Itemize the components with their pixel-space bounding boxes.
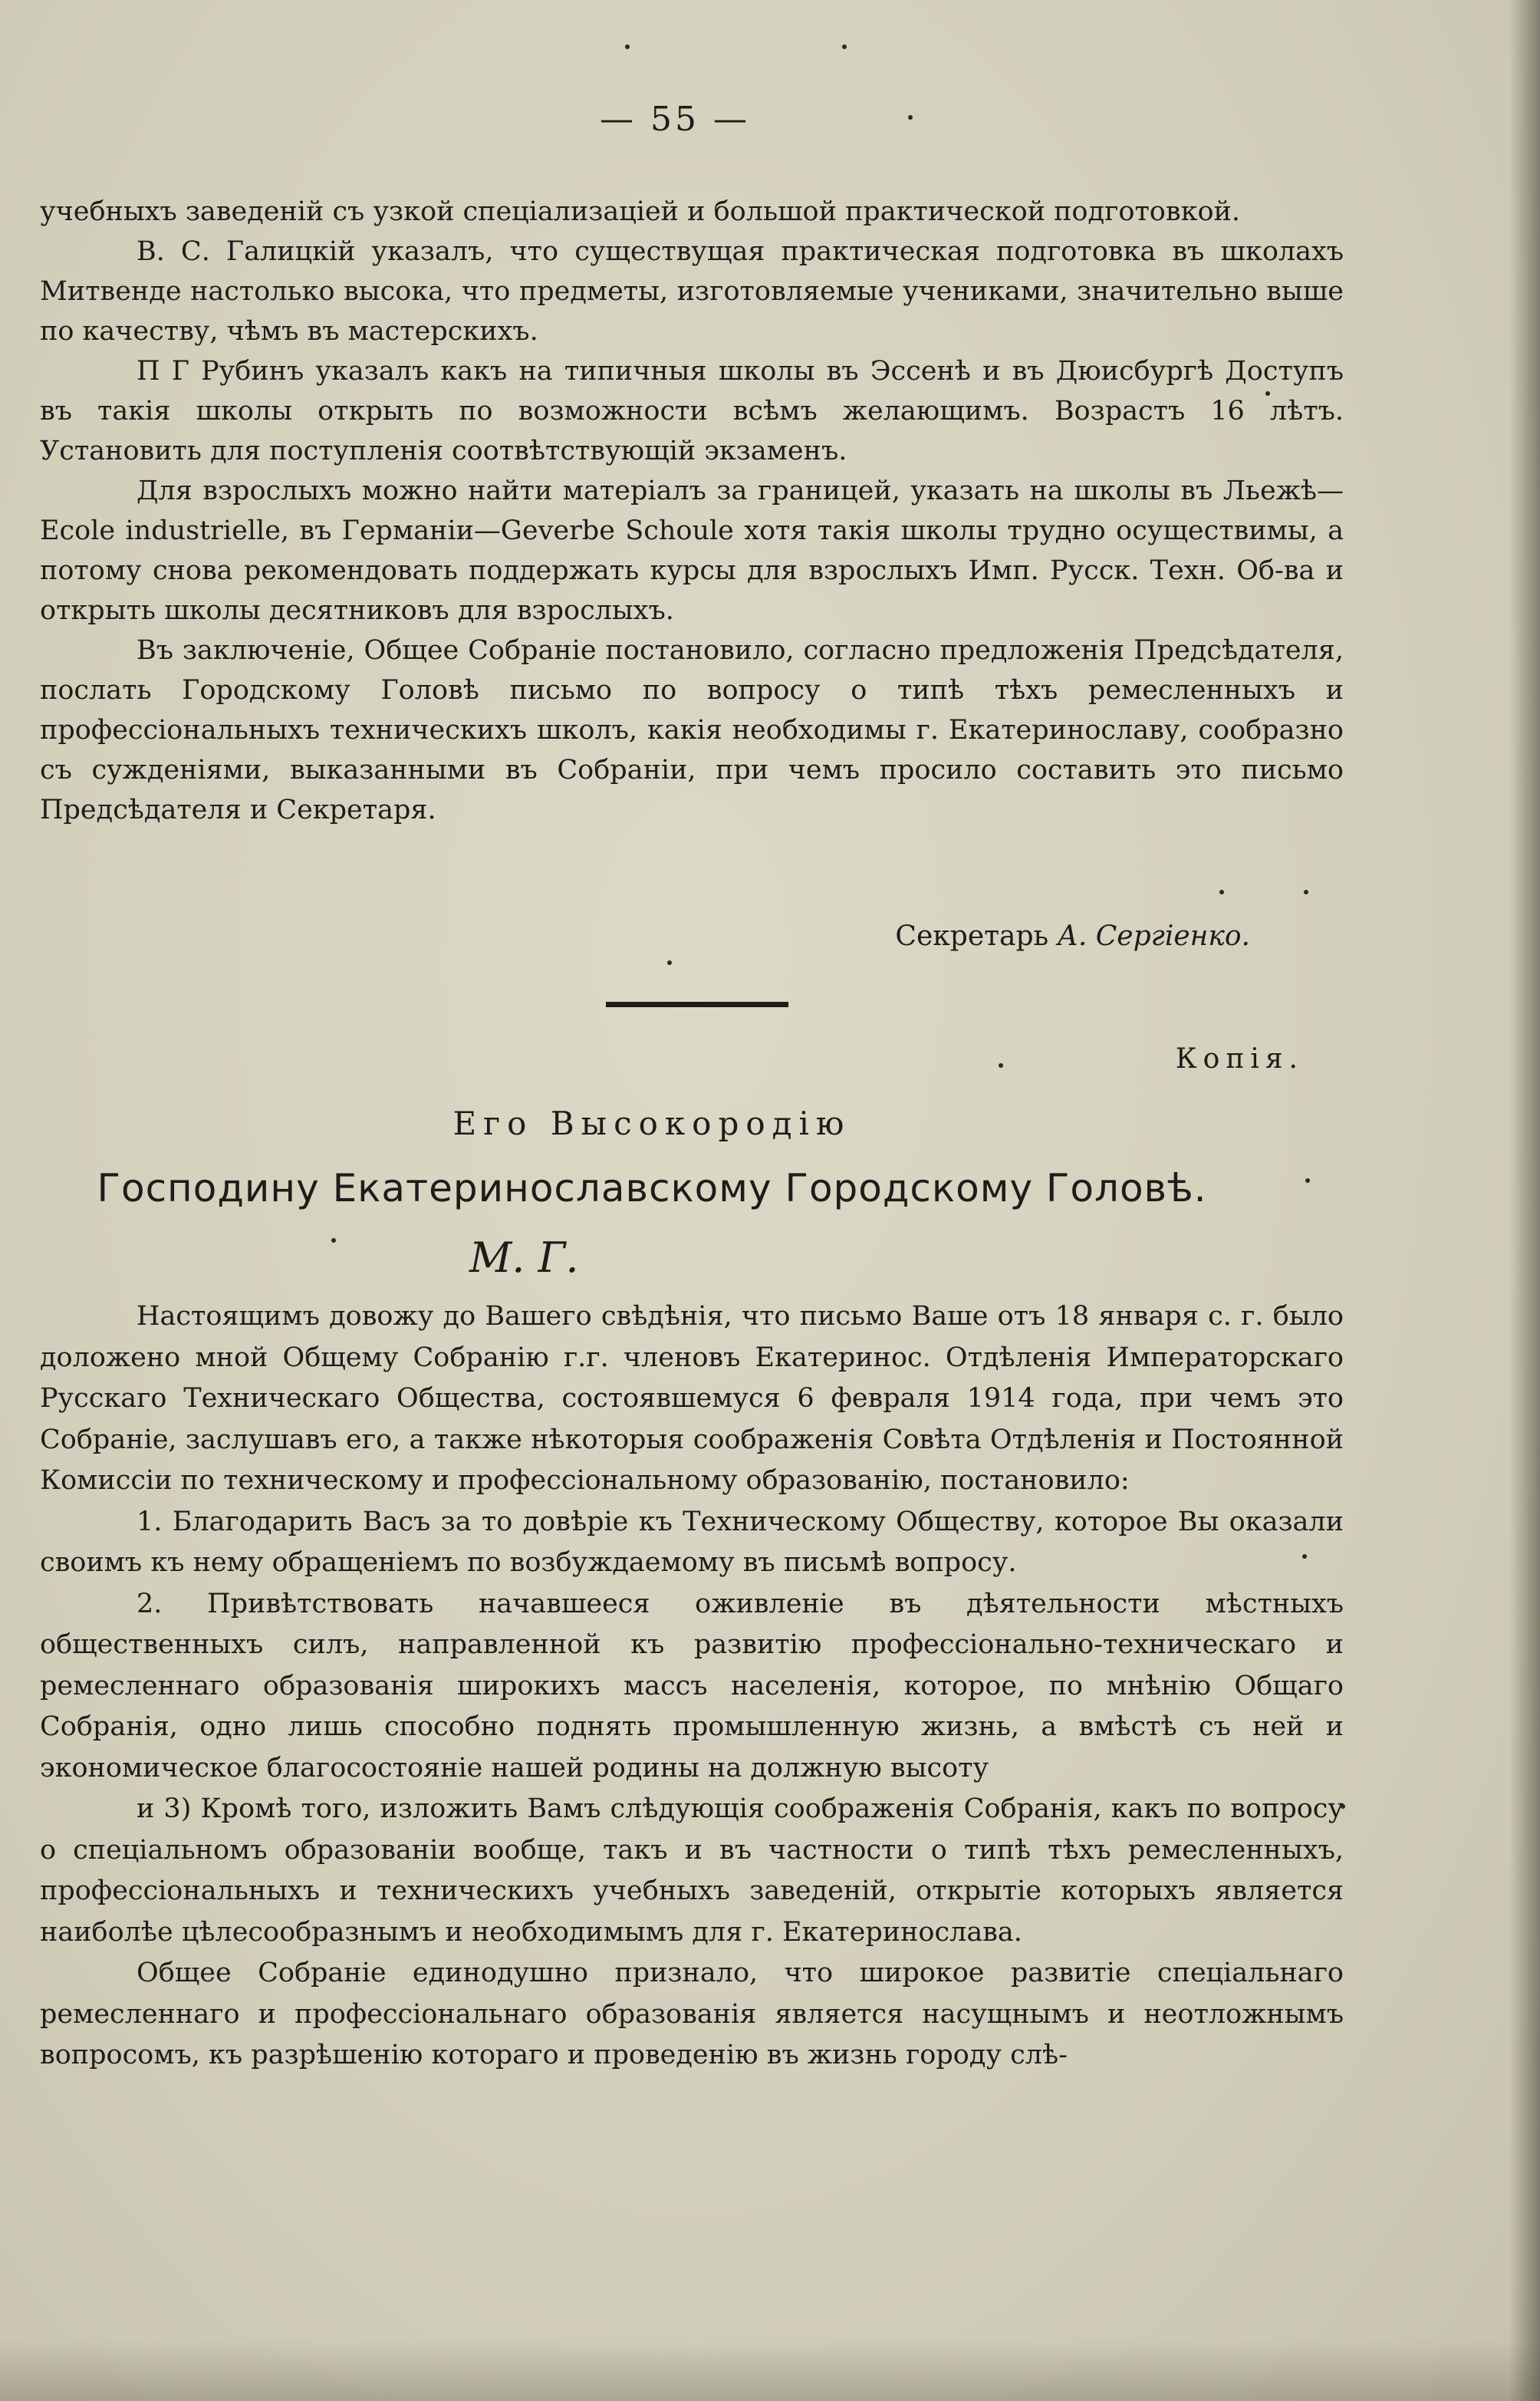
speck [625,44,630,49]
signature-name: А. Сергіенко. [1057,921,1250,952]
paragraph: В. С. Галицкій указалъ, что существущая практическая подготовка въ школахъ Митвенде настолько высока, что предметы, изготовляемые учениками, значительно выше по качеству, чѣмъ въ мастерскихъ. [40,236,1344,347]
speck [1305,1178,1310,1183]
speck [667,960,672,965]
signature-role: Секретарь [895,921,1049,952]
paragraph: П Г Рубинъ указалъ какъ на типичныя школы въ Эссенѣ и въ Дюисбургѣ Доступъ въ такія школы открыть по возможности всѣмъ желающимъ. Возрастъ 16 лѣтъ. Установить для поступленія соотвѣтствующій экзаменъ. [40,356,1344,466]
paragraph: учебныхъ заведеній съ узкой спеціализаціей и большой практической подготовкой. [40,196,1240,227]
paragraph: Общее Собраніе единодушно признало, что широкое развитіе спеціальнаго ремесленнаго и профессіональнаго образованія является насущнымъ и неотложнымъ вопросомъ, къ разрѣшенію котораго и проведенію въ жизнь городу слѣ- [40,1958,1344,2070]
letter-text [40,1296,1344,2077]
page-edge-shadow [1509,0,1540,2401]
paragraph: Для взрослыхъ можно найти матеріалъ за границей, указать на школы въ Льежѣ—Ecole industrielle, въ Германіи—Geverbe Schoule хотя такія школы трудно осуществимы, а потому снова рекомендовать поддержать курсы для взрослыхъ Имп. Русск. Техн. Об-ва и открыть школы десятниковъ для взрослыхъ. [40,476,1344,626]
page-bottom-shadow [0,2340,1540,2401]
speck [331,1238,336,1243]
copy-label: Копія. [1175,1043,1304,1075]
minutes-text [40,192,1344,830]
speck [1219,890,1224,894]
salutation: М. Г. [469,1233,579,1282]
address-honorific: Его Высокородію [452,1105,851,1142]
speck [842,44,847,49]
section-divider [606,1002,788,1007]
paragraph: Въ заключеніе, Общее Собраніе постановило, согласно предложенія Предсѣдателя, послать Городскому Головѣ письмо по вопросу о типѣ тѣхъ ремесленныхъ и профессіональныхъ техническихъ школъ, какія необходимы г. Екатеринославу, сообразно съ сужденіями, выказанными въ Собраніи, при чемъ просило составить это письмо Предсѣдателя и Секретаря. [40,635,1344,825]
paragraph: 1. Благодарить Васъ за то довѣріе къ Техническому Обществу, которое Вы оказали своимъ къ нему обращеніемъ по возбуждаемому въ письмѣ вопросу. [40,1506,1344,1578]
page-number: — 55 — [600,100,750,139]
speck [1304,890,1308,894]
paragraph: и 3) Кромѣ того, изложить Вамъ слѣдующія соображенія Собранія, какъ по вопросу о спеціальномъ образованіи вообще, такъ и въ частности о типѣ тѣхъ ремесленныхъ, профессіональныхъ и техническихъ учебныхъ заведеній, открытіе которыхъ является наиболѣе цѣлесообразнымъ и необходимымъ для г. Екатеринослава. [40,1793,1344,1948]
signature-line [0,921,1250,952]
paragraph: Настоящимъ довожу до Вашего свѣдѣнія, что письмо Ваше отъ 18 января с. г. было доложено мной Общему Собранію г.г. членовъ Екатеринос. Отдѣленія Императорскаго Русскаго Техническаго Общества, состоявшемуся 6 февраля 1914 года, при чемъ это Собраніе, заслушавъ его, а также нѣкоторыя соображенія Совѣта Отдѣленія и Постоянной Комиссіи по техническому и профессіональному образованію, постановило: [40,1301,1344,1496]
address-recipient: Господину Екатеринославскому Городскому Головѣ. [97,1166,1207,1210]
paragraph: 2. Привѣтствовать начавшееся оживленіе въ дѣятельности мѣстныхъ общественныхъ силъ, направленной къ развитію профессіонально-техническаго и ремесленнаго образованія широкихъ массъ населенія, которое, по мнѣнію Общаго Собранія, одно лишь способно поднять промышленную жизнь, а вмѣстѣ съ ней и экономическое благосостояніе нашей родины на должную высоту [40,1588,1344,1783]
